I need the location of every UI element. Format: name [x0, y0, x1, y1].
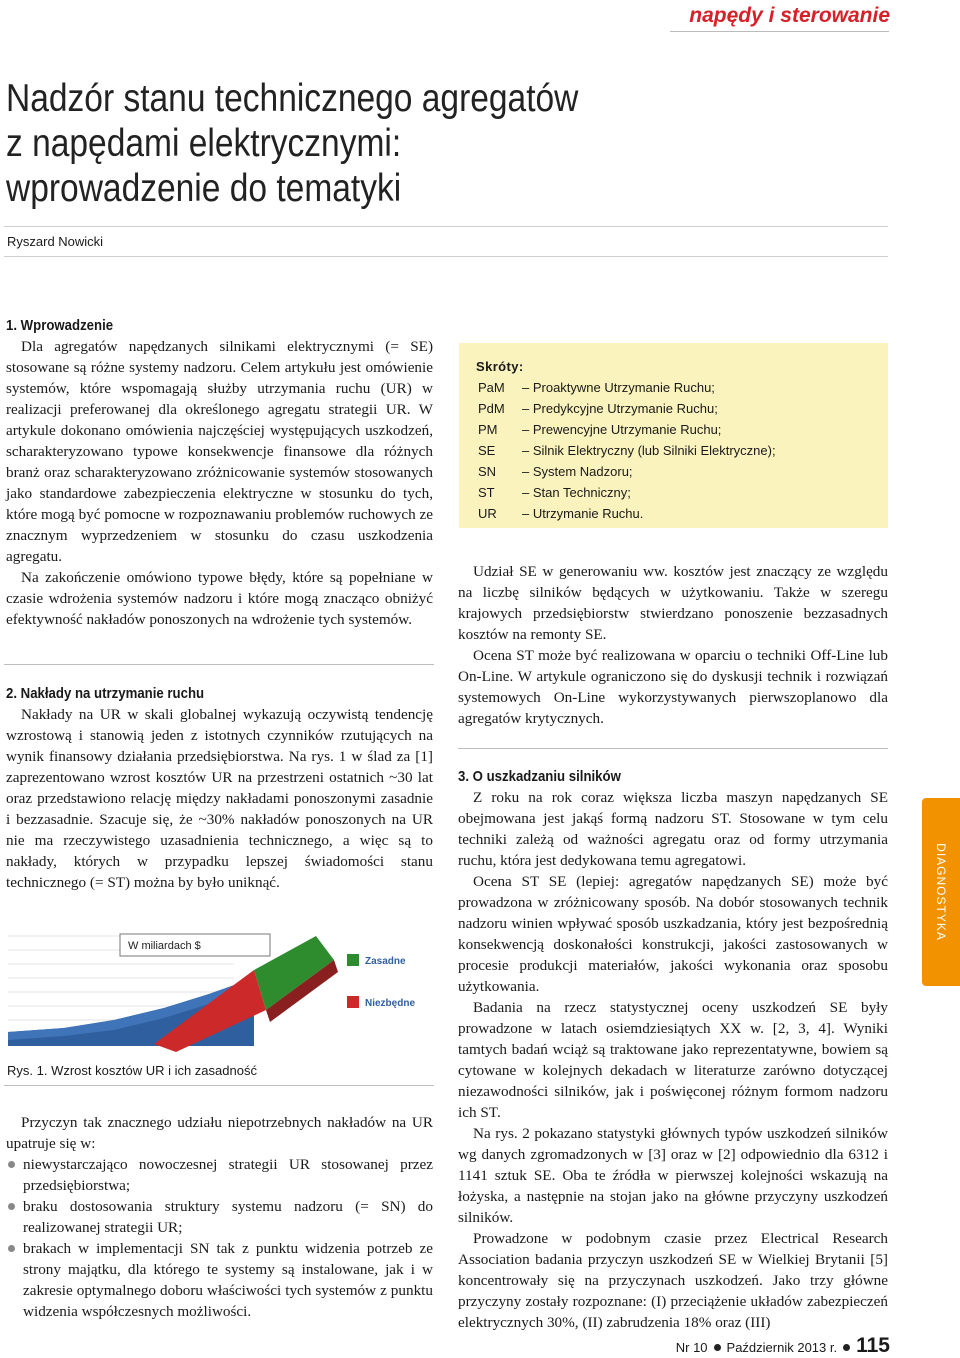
bullet-dot-icon — [714, 1344, 721, 1351]
list-item: brakach w implementacji SN tak z punktu widzenia potrzeb ze strony majątku, dla którego te systemy są instalowane, jak i w zakresie optymalnego doboru właściwości tych systemów z punktu widzenia współczesnych możliwości. — [6, 1238, 433, 1322]
issue-number: Nr 10 — [675, 1340, 708, 1355]
section-1 — [6, 316, 433, 630]
legend-swatch-niezbedne — [347, 996, 359, 1008]
figure-1-chart — [4, 922, 445, 1059]
section-3-paragraph-5: Prowadzone w podobnym czasie przez Electrical Research Association badania przyczyn uszkodzeń SE w Wielkiej Brytanii [5] koncentrowały się na przyczynach uszkodzeń. Jako trzy główne przyczyny zostały rozpoznane: (I) przeciążenie układów zabezpieczeń elektrycznych 30%, (II) zabrudzenia 18% oraz (III) — [458, 1230, 888, 1331]
abbreviation-row: SN – System Nadzoru; — [478, 464, 633, 479]
side-tab-label: DIAGNOSTYKA — [934, 843, 948, 941]
section-3-paragraph-4: Na rys. 2 pokazano statystyki głównych typów uszkodzeń silników wg danych zgromadzonych w [3] oraz w [2] odpowiednio dla 6312 i 1141 sztuk SE. Oba te źródła w pierwszej kolejności wskazują na łożyska, a następnie na stojan jako na główne przyczyny uszkodzeń silników. — [458, 1125, 888, 1226]
causes-list — [6, 1154, 433, 1322]
issue-date: Październik 2013 r. — [726, 1340, 838, 1355]
abbreviation-row: UR – Utrzymanie Ruchu. — [478, 506, 644, 521]
unit-label: W miliardach $ — [128, 940, 201, 952]
causes-intro: Przyczyn tak znacznego udziału niepotrzebnych nakładów na UR upatruje się w: — [6, 1114, 433, 1152]
section-side-tab — [922, 798, 960, 986]
right-intro — [458, 561, 888, 729]
abbreviations-heading: Skróty: — [476, 359, 524, 374]
header-rule — [670, 31, 889, 32]
page-number: 115 — [856, 1334, 890, 1357]
list-item: niewystarczająco nowoczesnej strategii UR stosowanej przez przedsiębiorstwa; — [6, 1154, 433, 1196]
title-line-2: z napędami elektrycznymi: — [6, 122, 402, 165]
section-2-paragraph-1: Nakłady na UR w skali globalnej wykazują oczywistą tendencję wzrostową i stanowią jeden z istotnych czynników rzutujących na wynik finansowy działania przedsiębiorstwa. Na rys. 1 w ślad za [1] zaprezentowano wzrost kosztów UR na przestrzeni ostatnich ~30 lat oraz przedstawiono relację między nakładami ponoszonymi zasadnie i bezzasadnie. Szacuje się, że ~30% nakładów ponoszonych na UR nie ma rzeczywistego uzasadnienia technicznego, a więc są to nakłady, których w przypadku lepszej świadomości stanu technicznego (= ST) można by było uniknąć. — [6, 706, 433, 891]
abbreviation-row: PM – Prewencyjne Utrzymanie Ruchu; — [478, 422, 722, 437]
title-line-1: Nadzór stanu technicznego agregatów — [6, 77, 579, 120]
section-3-paragraph-1: Z roku na rok coraz większa liczba maszyn napędzanych SE obejmowana jest jakąś formą nadzoru ST. Stosowane w tym celu techniki zależą od ważności agregatu oraz od formy utrzymania ruchu, która jest dedykowana temu agregatowi. — [458, 789, 888, 869]
caption-rule — [4, 1085, 434, 1086]
section-2-heading: 2. Nakłady na utrzymanie ruchu — [6, 685, 205, 702]
abbreviation-row: ST – Stan Techniczny; — [478, 485, 631, 500]
legend-swatch-zasadne — [347, 954, 359, 966]
page-footer — [676, 1334, 890, 1358]
section-3 — [458, 767, 888, 1333]
legend-label-zasadne: Zasadne — [365, 956, 406, 967]
legend-label-niezbedne: Niezbędne — [365, 998, 416, 1009]
section-3-paragraph-3: Badania na rzecz statystycznej oceny uszkodzeń SE były prowadzone w latach osiemdziesiątych XX w. [2, 3, 4]. Wyniki tamtych badań wciąż są traktowane jako reprezentatywne, bowiem są cytowane w kolejnych dekadach w literaturze zarówno dotyczącej niezawodności silników, jak i poświęconej różnym formom nadzoru ich ST. — [458, 999, 888, 1121]
abbreviations-box — [459, 343, 888, 528]
abbreviation-row: SE – Silnik Elektryczny (lub Silniki Elektryczne); — [478, 443, 776, 458]
abbreviation-row: PaM – Proaktywne Utrzymanie Ruchu; — [478, 380, 715, 395]
causes-block — [6, 1112, 433, 1322]
list-item: braku dostosowania struktury systemu nadzoru (= SN) do realizowanej strategii UR; — [6, 1196, 433, 1238]
author-rule — [4, 256, 888, 257]
section-3-heading: 3. O uszkadzaniu silników — [458, 768, 621, 785]
section-3-paragraph-2: Ocena ST SE (lepiej: agregatów napędzanych SE) może być prowadzona w zróżnicowany sposób. Na dobór stosowanych technik nadzoru winien wpływać sposób uszkadzania, który jest bezpośrednią konsekwencją doskonałości konstrukcji, jakości zastosowanych w procesie produkcji materiałów, jakości wykonania oraz sposobu użytkowania. — [458, 873, 888, 995]
bullet-dot-icon — [843, 1344, 850, 1351]
section-rule — [4, 664, 434, 665]
section-1-paragraph-2: Na zakończenie omówiono typowe błędy, które są popełniane w czasie wdrożenia systemów nadzoru i które mogą znacząco obniżyć efektywność nakładów ponoszonych na wdrożenie tych systemów. — [6, 569, 433, 628]
author: Ryszard Nowicki — [7, 234, 104, 249]
article-title — [6, 76, 660, 211]
title-line-3: wprowadzenie do tematyki — [6, 167, 402, 210]
title-rule — [4, 226, 888, 227]
section-rule — [458, 748, 888, 749]
right-paragraph-1: Udział SE w generowaniu ww. kosztów jest znaczący ze względu na liczbę silników będących w użytkowaniu. Także w szeregu krajowych przedsiębiorstw stwierdzano ponoszenie bezzasadnych kosztów na remonty SE. — [458, 563, 888, 643]
abbreviation-row: PdM – Predykcyjne Utrzymanie Ruchu; — [478, 401, 718, 416]
figure-1-caption: Rys. 1. Wzrost kosztów UR i ich zasadność — [7, 1063, 257, 1078]
section-1-heading: 1. Wprowadzenie — [6, 317, 114, 334]
figure-1-svg — [4, 922, 445, 1059]
section-2 — [6, 684, 433, 893]
right-paragraph-2: Ocena ST może być realizowana w oparciu o techniki Off-Line lub On-Line. W artykule ograniczono się do dyskusji technik i rozwiązań systemowych On-Line wykorzystywanych pierwszoplanowo dla agregatów krytycznych. — [458, 647, 888, 727]
section-1-paragraph-1: Dla agregatów napędzanych silnikami elektrycznymi (= SE) stosowane są różne systemy nadzoru. Celem artykułu jest omówienie systemów, które wspomagają służby utrzymania ruchu (UR) w realizacji preferowanej dla określonego agregatu strategii UR. W artykule dokonano omówienia najczęściej występujących uszkodzeń, scharakteryzowano typowe konsekwencje finansowe dla różnych branż oraz scharakteryzowano zróżnicowanie systemów stosowanych jako standardowe zabezpieczenia elektryczne w stosunku do tych, które mogą być pomocne w rozpoznawaniu problemów ruchowych ze znacznym wyprzedzeniem w stosunku do czasu uszkodzenia agregatu. — [6, 338, 433, 565]
section-header: napędy i sterowanie — [689, 4, 890, 27]
